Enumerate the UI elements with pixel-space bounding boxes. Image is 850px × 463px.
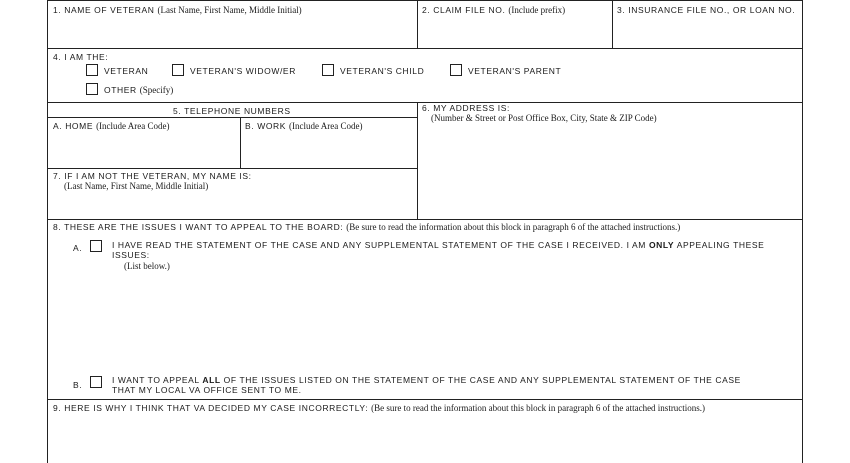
address-label: 6. MY ADDRESS IS: — [422, 103, 510, 113]
veteran-checkbox[interactable] — [86, 64, 98, 76]
i-am-the-label: 4. I AM THE: — [53, 52, 109, 62]
issues-label: 8. THESE ARE THE ISSUES I WANT TO APPEAL TO THE BOARD: (Be sure to read the information about this block in paragraph 6 of the attached instructions.) — [53, 222, 681, 232]
parent-option-label: VETERAN'S PARENT — [468, 66, 562, 76]
claimant-name-label: 7. IF I AM NOT THE VETERAN, MY NAME IS: — [53, 171, 252, 181]
insurance-file-label: 3. INSURANCE FILE NO., OR LOAN NO. — [617, 5, 796, 15]
rule-after-box8 — [47, 399, 803, 400]
rule-after-box7 — [47, 219, 803, 220]
other-checkbox[interactable] — [86, 83, 98, 95]
widow-option-label: VETERAN'S WIDOW/ER — [190, 66, 296, 76]
claimant-name-sublabel: (Last Name, First Name, Middle Initial) — [64, 181, 209, 191]
option-a-letter: A. — [73, 243, 83, 253]
reason-field[interactable] — [48, 415, 802, 463]
telephone-numbers-label: 5. TELEPHONE NUMBERS — [173, 106, 291, 116]
issues-list-field[interactable] — [112, 274, 792, 368]
rule-after-row1 — [47, 48, 803, 49]
widow-checkbox[interactable] — [172, 64, 184, 76]
option-a-text-line2: ISSUES: — [112, 250, 150, 260]
address-sublabel: (Number & Street or Post Office Box, City, State & ZIP Code) — [431, 113, 657, 123]
option-a-sublabel: (List below.) — [124, 261, 170, 271]
veteran-option-label: VETERAN — [104, 66, 149, 76]
parent-checkbox[interactable] — [450, 64, 462, 76]
appeal-selected-issues-checkbox[interactable] — [90, 240, 102, 252]
appeal-all-issues-checkbox[interactable] — [90, 376, 102, 388]
veteran-name-label: 1. NAME OF VETERAN (Last Name, First Name, Middle Initial) — [53, 5, 302, 15]
claim-file-label: 2. CLAIM FILE NO. (Include prefix) — [422, 5, 566, 15]
option-b-text-line1: I WANT TO APPEAL ALL OF THE ISSUES LISTED ON THE STATEMENT OF THE CASE AND ANY SUPPLEMENTAL STATEMENT OF THE CASE — [112, 375, 741, 385]
option-a-text-line1: I HAVE READ THE STATEMENT OF THE CASE AND ANY SUPPLEMENTAL STATEMENT OF THE CASE I RECEIVED. I AM ONLY APPEALING THESE — [112, 240, 765, 250]
reason-label: 9. HERE IS WHY I THINK THAT VA DECIDED MY CASE INCORRECTLY: (Be sure to read the information about this block in paragraph 6 of the attached instructions.) — [53, 403, 706, 413]
home-phone-label: A. HOME (Include Area Code) — [53, 121, 170, 131]
other-option-label: OTHER (Specify) — [104, 85, 174, 95]
work-phone-label: B. WORK (Include Area Code) — [245, 121, 363, 131]
child-checkbox[interactable] — [322, 64, 334, 76]
child-option-label: VETERAN'S CHILD — [340, 66, 425, 76]
option-b-text-line2: THAT MY LOCAL VA OFFICE SENT TO ME. — [112, 385, 302, 395]
option-b-letter: B. — [73, 380, 83, 390]
